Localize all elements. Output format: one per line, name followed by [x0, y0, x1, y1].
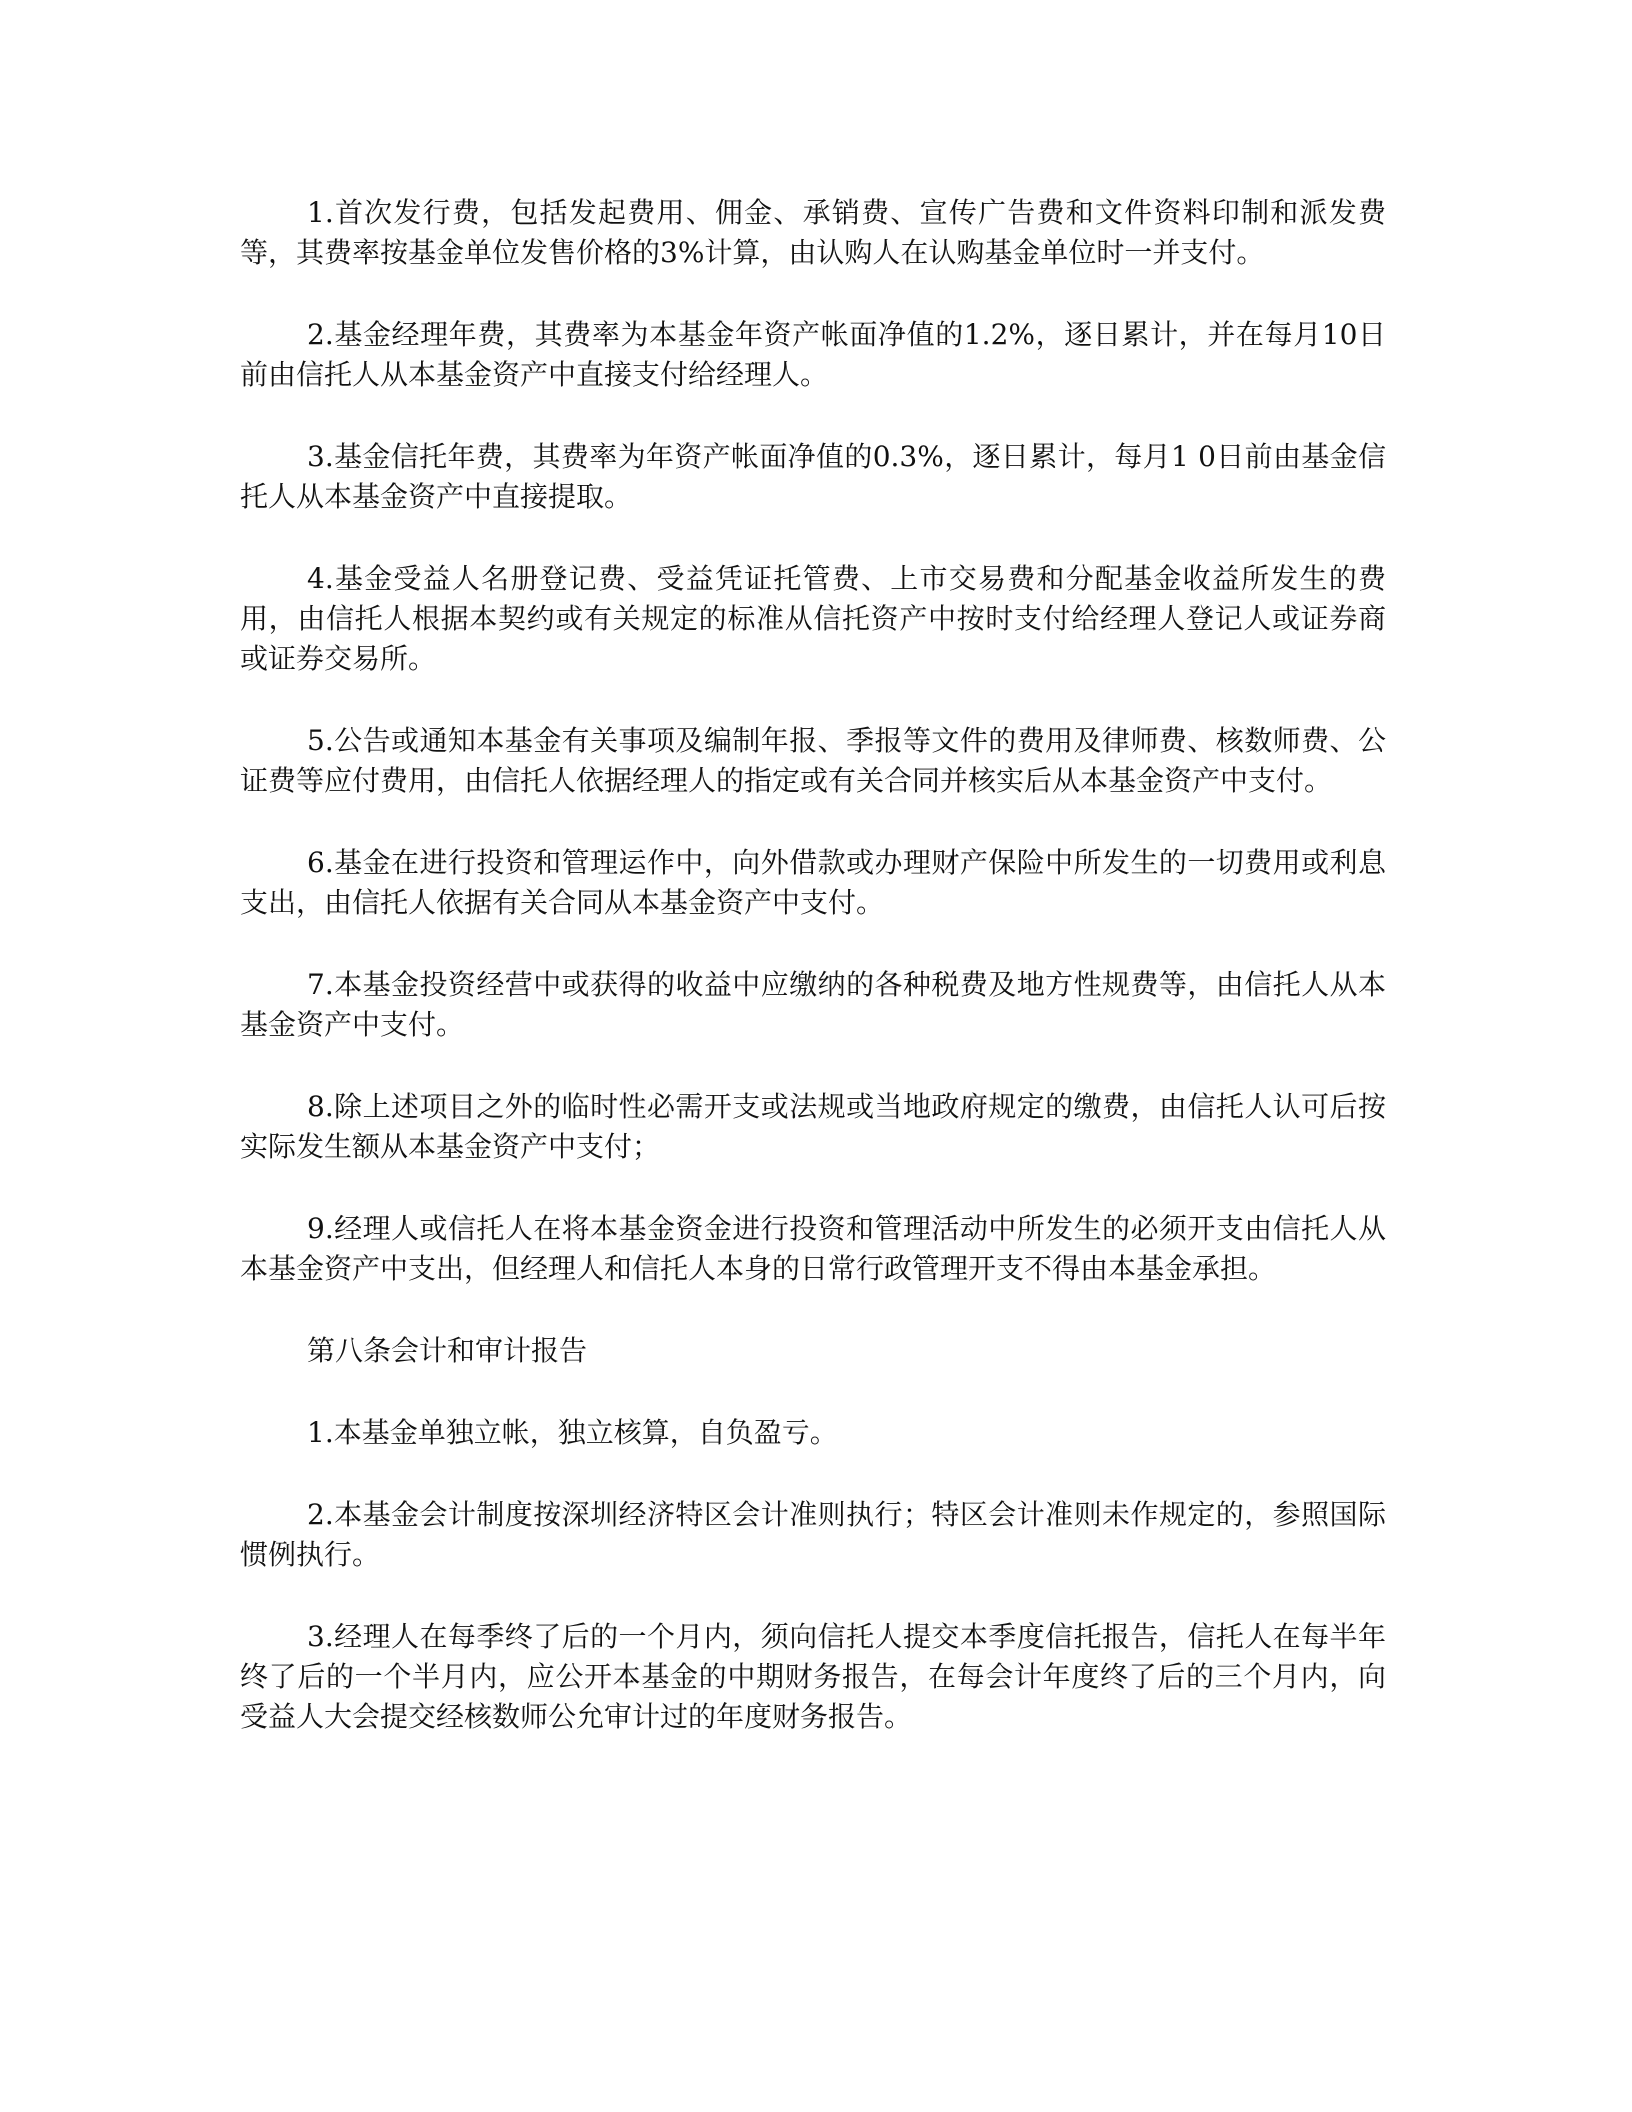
paragraph-fee-9: 9.经理人或信托人在将本基金资金进行投资和管理活动中所发生的必须开支由信托人从本基金资产中支出，但经理人和信托人本身的日常行政管理开支不得由本基金承担。	[240, 1212, 1386, 1285]
paragraph-accounting-2: 2.本基金会计制度按深圳经济特区会计准则执行；特区会计准则未作规定的，参照国际惯例执行。	[240, 1498, 1386, 1571]
paragraph-fee-6: 6.基金在进行投资和管理运作中，向外借款或办理财产保险中所发生的一切费用或利息支出，由信托人依据有关合同从本基金资产中支付。	[240, 846, 1386, 919]
paragraph-fee-7: 7.本基金投资经营中或获得的收益中应缴纳的各种税费及地方性规费等，由信托人从本基金资产中支付。	[240, 968, 1386, 1041]
paragraph-fee-8: 8.除上述项目之外的临时性必需开支或法规或当地政府规定的缴费，由信托人认可后按实际发生额从本基金资产中支付；	[240, 1090, 1386, 1163]
paragraph-accounting-1: 1.本基金单独立帐，独立核算，自负盈亏。	[307, 1416, 838, 1449]
document-page	[240, 193, 1386, 1779]
paragraph-fee-1: 1.首次发行费，包括发起费用、佣金、承销费、宣传广告费和文件资料印制和派发费等，其费率按基金单位发售价格的3%计算，由认购人在认购基金单位时一并支付。	[240, 196, 1386, 269]
section-heading: 第八条会计和审计报告	[307, 1334, 588, 1367]
paragraph-fee-3: 3.基金信托年费，其费率为年资产帐面净值的0.3%，逐日累计，每月1 0日前由基金信托人从本基金资产中直接提取。	[240, 440, 1386, 513]
paragraph-accounting-3: 3.经理人在每季终了后的一个月内，须向信托人提交本季度信托报告，信托人在每半年终了后的一个半月内，应公开本基金的中期财务报告，在每会计年度终了后的三个月内，向受益人大会提交经核数师公允审计过的年度财务报告。	[240, 1620, 1386, 1733]
paragraph-fee-4: 4.基金受益人名册登记费、受益凭证托管费、上市交易费和分配基金收益所发生的费用，由信托人根据本契约或有关规定的标准从信托资产中按时支付给经理人登记人或证券商或证券交易所。	[240, 562, 1386, 675]
paragraph-fee-2: 2.基金经理年费，其费率为本基金年资产帐面净值的1.2%，逐日累计，并在每月10日前由信托人从本基金资产中直接支付给经理人。	[240, 318, 1386, 391]
paragraph-fee-5: 5.公告或通知本基金有关事项及编制年报、季报等文件的费用及律师费、核数师费、公证费等应付费用，由信托人依据经理人的指定或有关合同并核实后从本基金资产中支付。	[240, 724, 1386, 797]
